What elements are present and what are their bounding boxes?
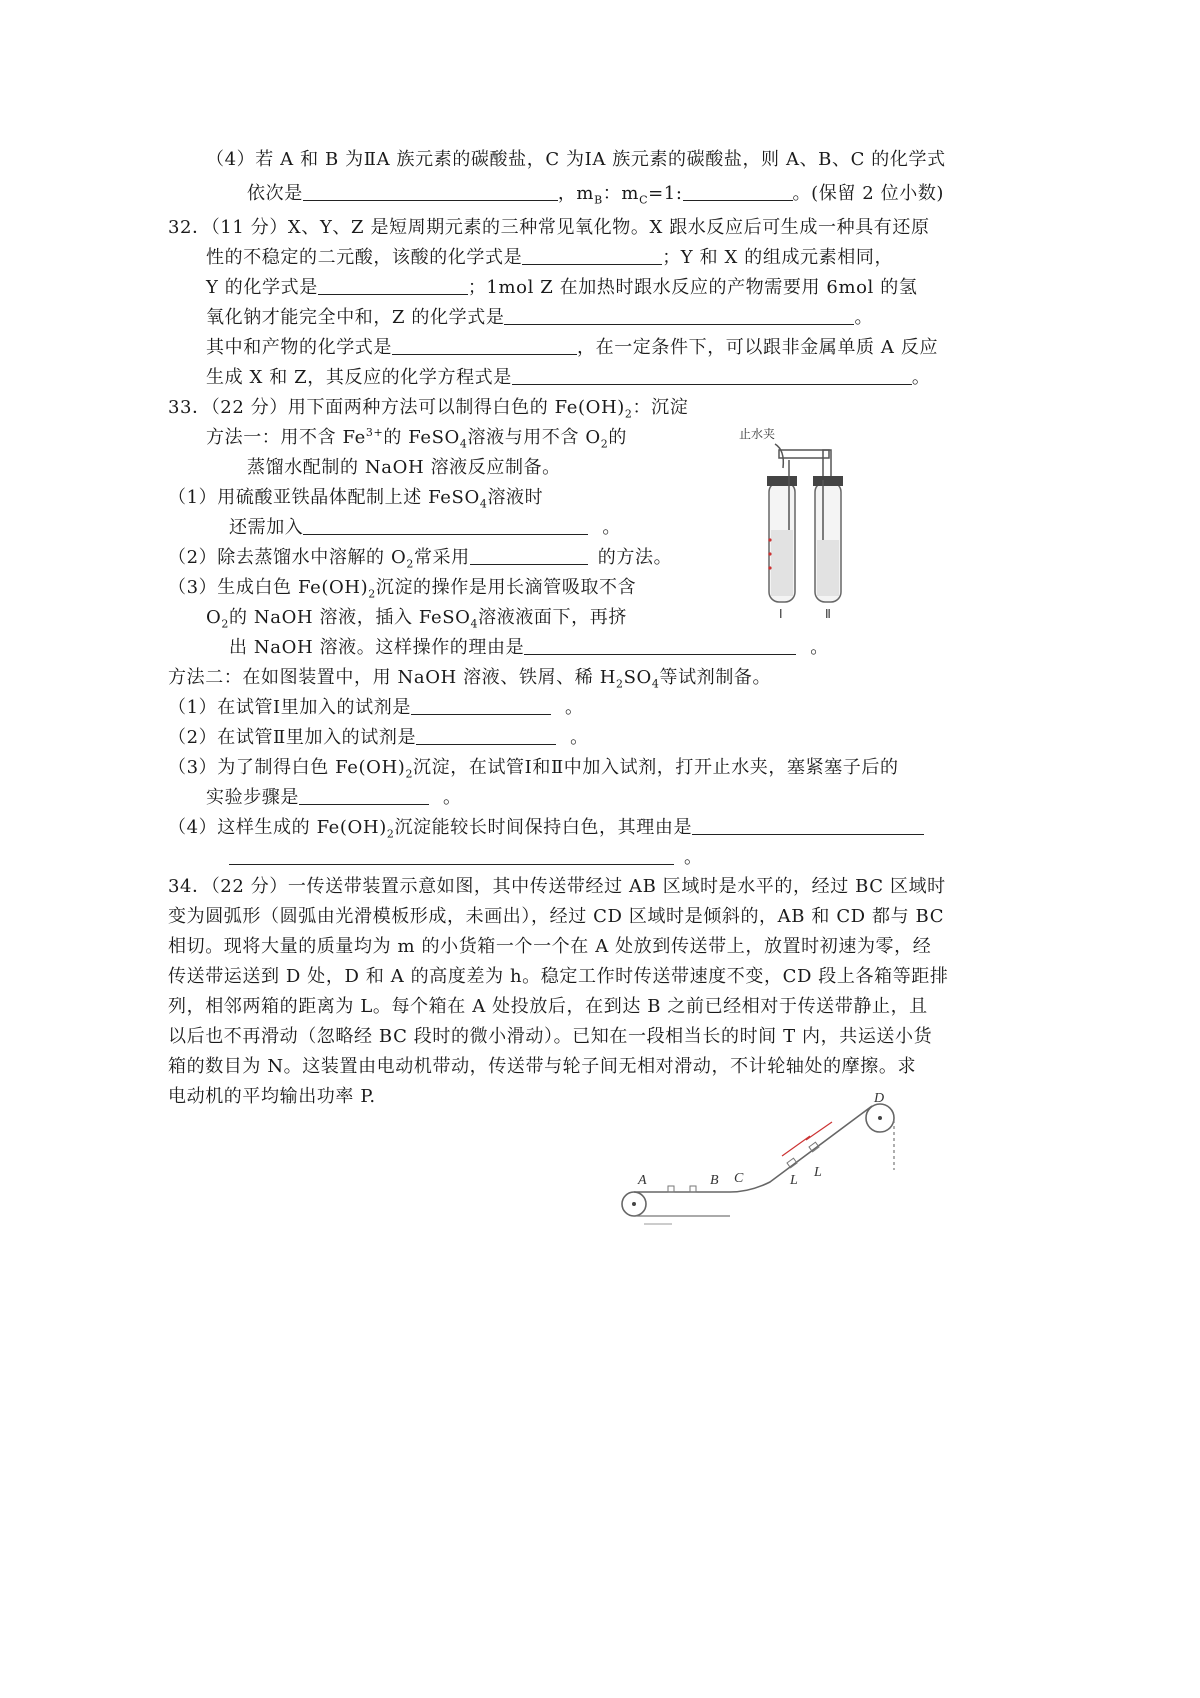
text: 。(保留 2 位小数) (792, 183, 945, 204)
q34-line: 箱的数目为 N。这装置由电动机带动，传送带与轮子间无相对滑动，不计轮轴处的摩擦。求 (168, 1056, 917, 1077)
text: 的 NaOH 溶液，插入 FeSO (228, 607, 471, 628)
spacing-l-label-2: L (814, 1165, 822, 1180)
text: ：沉淀 (632, 397, 689, 418)
text: 出 NaOH 溶液。这样操作的理由是 (229, 637, 525, 658)
q33-p3-line3 (229, 636, 829, 660)
text: 等试剂制备。 (659, 667, 772, 688)
q33-p1-line2 (229, 516, 621, 540)
subscript: 2 (600, 437, 609, 451)
text: ；1mol Z 在加热时跟水反应的产物需要用 6mol 的氢 (467, 277, 918, 298)
text: =1: (648, 183, 683, 204)
answer-blank[interactable] (229, 846, 674, 865)
subscript: 4 (479, 497, 488, 511)
q33-method2 (168, 666, 771, 690)
point-a-label: A (638, 1173, 647, 1188)
text: （1）用硫酸亚铁晶体配制上述 FeSO (168, 487, 480, 508)
answer-blank[interactable] (683, 182, 793, 201)
conveyor-drawing (610, 1090, 910, 1235)
q33-p3-line2 (206, 606, 627, 630)
text: 方法一：用不含 Fe (206, 427, 366, 448)
text: ：m (602, 183, 640, 204)
q32-line1: 32．（11 分）X、Y、Z 是短周期元素的三种常见氧化物。X 跟水反应后可生成一种具有还原 (168, 217, 930, 238)
answer-blank[interactable] (318, 276, 468, 295)
tube-2-label: Ⅱ (825, 607, 831, 620)
answer-blank[interactable] (392, 336, 577, 355)
text: 生成 X 和 Z，其反应的化学方程式是 (206, 367, 512, 388)
q33-line1 (168, 396, 688, 420)
answer-blank[interactable] (522, 246, 662, 265)
subscript: 2 (405, 767, 414, 781)
q31-4-line2 (247, 182, 944, 206)
text: 溶液与用不含 O (467, 427, 601, 448)
clamp-label: 止水夹 (739, 427, 776, 441)
subscript: 2 (221, 617, 229, 631)
q33-q1 (168, 696, 584, 720)
answer-blank[interactable] (470, 546, 588, 565)
subscript: 2 (368, 587, 376, 601)
q33-method1-line2: 蒸馏水配制的 NaOH 溶液反应制备。 (247, 457, 561, 478)
text: 的方法。 (597, 547, 673, 568)
q33-q3-line2 (206, 786, 462, 810)
test-tube-apparatus-figure (735, 420, 875, 620)
text: 溶液时 (487, 487, 544, 508)
subscript: 2 (616, 677, 624, 691)
text: Y 的化学式是 (206, 277, 318, 298)
text: 。 (443, 787, 462, 808)
text: ，m (557, 183, 595, 204)
text: 还需加入 (229, 517, 304, 538)
subscript: 4 (470, 617, 479, 631)
q33-p2 (168, 546, 672, 570)
subscript: 2 (624, 407, 633, 421)
text: 溶液液面下，再挤 (478, 607, 627, 628)
text: 。 (602, 517, 622, 538)
subscript: 4 (651, 677, 660, 691)
text: 方法二：在如图装置中，用 NaOH 溶液、铁屑、稀 H (168, 667, 616, 688)
text: SO (623, 667, 652, 688)
text: 。 (854, 307, 874, 328)
subscript: B (594, 193, 603, 207)
q32-line4 (206, 306, 873, 330)
tube-1-label: Ⅰ (779, 607, 783, 620)
text: 沉淀，在试管Ⅰ和Ⅱ中加入试剂，打开止水夹，塞紧塞子后的 (413, 757, 899, 778)
apparatus-drawing (735, 420, 875, 620)
q34-line: 相切。现将大量的质量均为 m 的小货箱一个一个在 A 处放到传送带上，放置时初速为零，经 (168, 936, 932, 957)
subscript: 4 (459, 437, 468, 451)
point-b-label: B (710, 1173, 719, 1188)
q34-line: 以后也不再滑动（忽略经 BC 段时的微小滑动）。已知在一段相当长的时间 T 内，共运送小货 (168, 1026, 933, 1047)
subscript: 2 (406, 557, 414, 571)
answer-blank[interactable] (411, 696, 551, 715)
q33-q4-line2 (229, 846, 703, 870)
q32-line2 (206, 246, 893, 270)
answer-blank[interactable] (303, 516, 588, 535)
answer-blank[interactable] (303, 182, 558, 201)
text: 沉淀能较长时间保持白色，其理由是 (394, 817, 693, 838)
q32-line5 (206, 336, 938, 360)
text: （3）为了制得白色 Fe(OH) (168, 757, 406, 778)
q32-line6 (206, 366, 931, 390)
text: （2）除去蒸馏水中溶解的 O (168, 547, 407, 568)
q34-line: 传送带运送到 D 处，D 和 A 的高度差为 h。稳定工作时传送带速度不变，CD 段上各箱等距排 (168, 966, 949, 987)
text: ，在一定条件下，可以跟非金属单质 A 反应 (577, 337, 939, 358)
text: （4）这样生成的 Fe(OH) (168, 817, 387, 838)
text: 33．（22 分）用下面两种方法可以制得白色的 Fe(OH) (168, 397, 625, 418)
spacing-l-label-1: L (790, 1173, 798, 1188)
text: O (206, 607, 222, 628)
text: 。 (810, 637, 829, 658)
q33-p1 (168, 486, 543, 510)
text: 依次是 (247, 183, 303, 204)
q34-line: 变为圆弧形（圆弧由光滑模板形成，未画出），经过 CD 区域时是倾斜的，AB 和 CD 都与 BC (168, 906, 945, 927)
q33-method1-line1 (206, 426, 627, 450)
q33-p3 (168, 576, 636, 600)
point-c-label: C (734, 1171, 744, 1186)
q33-q2 (168, 726, 589, 750)
answer-blank[interactable] (504, 306, 854, 325)
superscript: 3+ (365, 426, 384, 439)
text: 常采用 (413, 547, 470, 568)
text: （1）在试管Ⅰ里加入的试剂是 (168, 697, 411, 718)
q34-line: 电动机的平均输出功率 P. (168, 1086, 376, 1107)
q33-q3 (168, 756, 899, 780)
point-d-label: D (874, 1091, 885, 1106)
text: 氧化钠才能完全中和，Z 的化学式是 (206, 307, 505, 328)
text: 。 (684, 847, 703, 868)
text: （3）生成白色 Fe(OH) (168, 577, 369, 598)
q31-4-line1: （4）若 A 和 B 为ⅡA 族元素的碳酸盐，C 为ⅠA 族元素的碳酸盐，则 A、B、C 的化学式 (206, 149, 946, 170)
answer-blank[interactable] (299, 786, 429, 805)
text: 。 (564, 697, 584, 718)
text: 。 (570, 727, 589, 748)
text: （2）在试管Ⅱ里加入的试剂是 (168, 727, 417, 748)
text: 的 (608, 427, 627, 448)
subscript: C (639, 193, 649, 207)
conveyor-belt-figure (610, 1090, 910, 1235)
q34-line: 列，相邻两箱的距离为 L。每个箱在 A 处投放后，在到达 B 之前已经相对于传送带静止，且 (168, 996, 928, 1017)
text: ；Y 和 X 的组成元素相同， (662, 247, 894, 268)
text: 沉淀的操作是用长滴管吸取不含 (375, 577, 637, 598)
text: 其中和产物的化学式是 (206, 337, 392, 358)
answer-blank[interactable] (524, 636, 796, 655)
q34-line: 34．（22 分）一传送带装置示意如图，其中传送带经过 AB 区域时是水平的，经过 BC 区域时 (168, 876, 946, 897)
answer-blank[interactable] (416, 726, 556, 745)
text: 的 FeSO (383, 427, 460, 448)
answer-blank[interactable] (692, 816, 924, 835)
q33-q4 (168, 816, 924, 840)
text: 性的不稳定的二元酸，该酸的化学式是 (206, 247, 523, 268)
answer-blank[interactable] (512, 366, 912, 385)
q32-line3 (206, 276, 917, 300)
text: 实验步骤是 (206, 787, 299, 808)
subscript: 2 (386, 827, 395, 841)
text: 。 (911, 367, 931, 388)
